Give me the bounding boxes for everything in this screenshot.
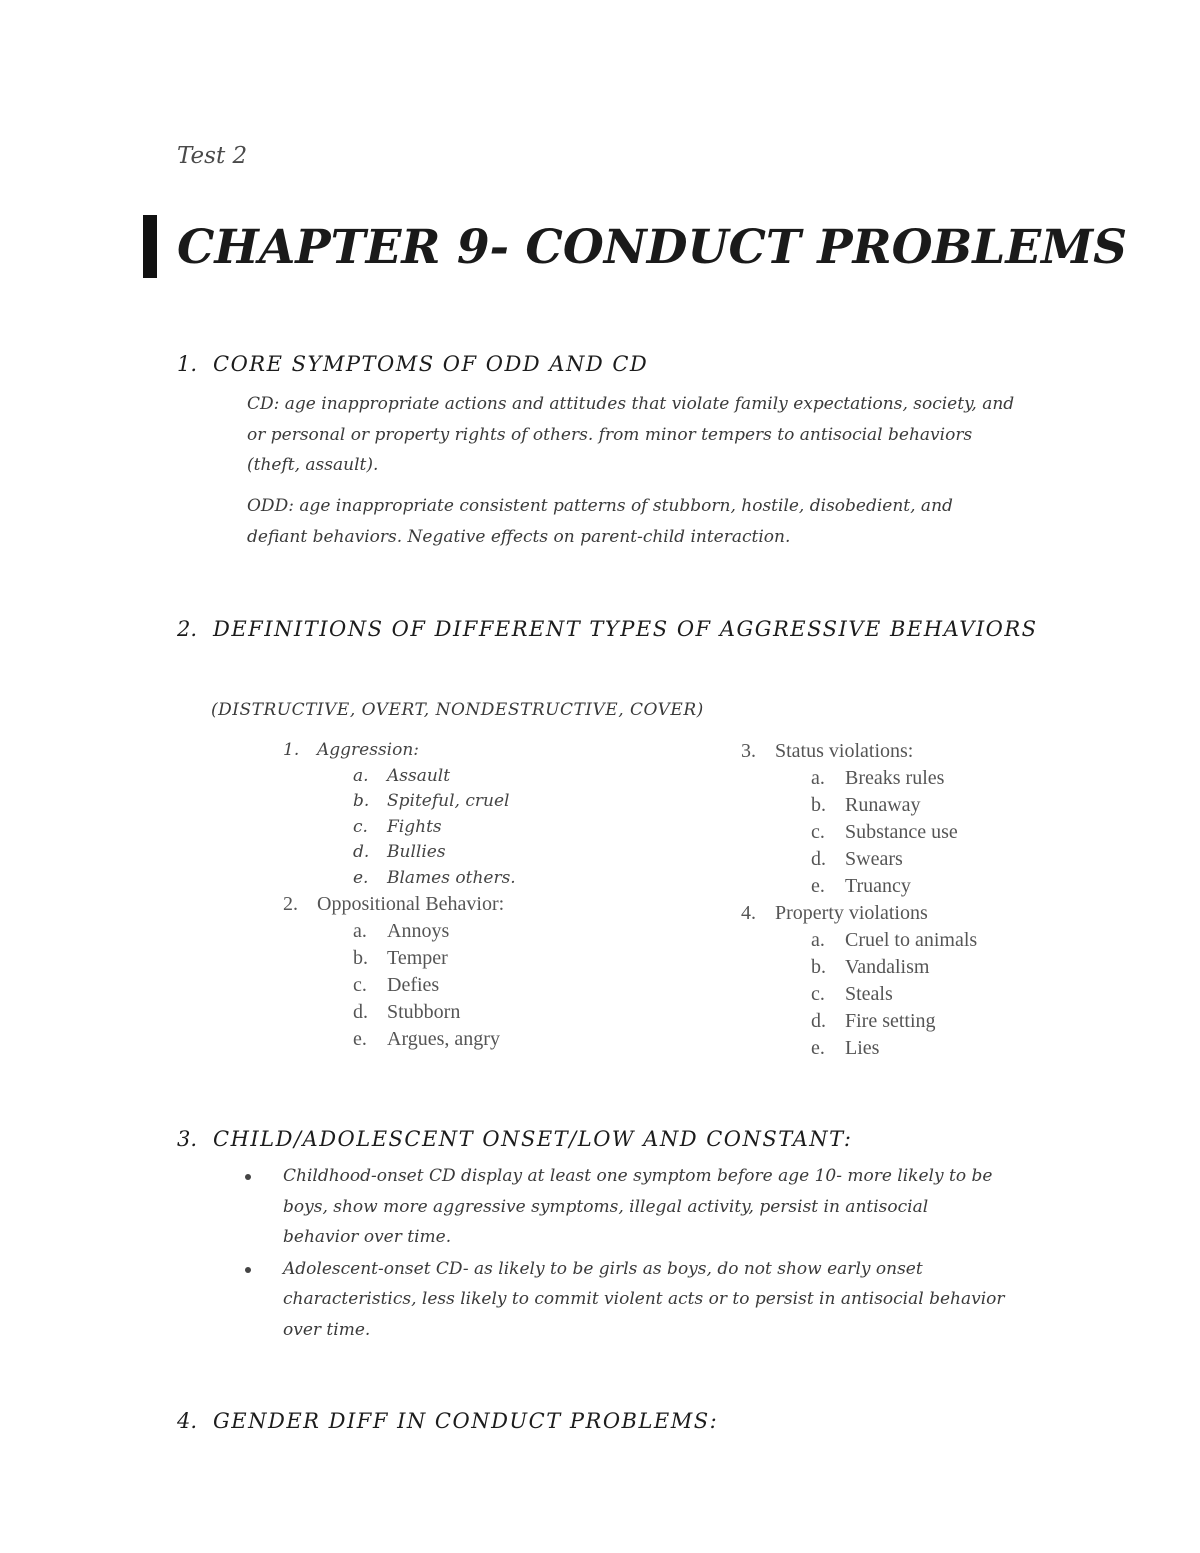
chapter-title: CHAPTER 9- CONDUCT PROBLEMS xyxy=(177,220,1128,275)
list-item: a. Breaks rules xyxy=(811,767,945,789)
section-title: GENDER DIFF IN CONDUCT PROBLEMS: xyxy=(213,1409,719,1433)
list-item: b. Vandalism xyxy=(811,956,930,978)
property-violations-group xyxy=(741,900,977,1062)
document-header: Test 2 xyxy=(177,143,248,169)
list-item: 4. Property violations xyxy=(741,902,928,924)
list-item: e. Argues, angry xyxy=(353,1028,500,1050)
list-item: d. Swears xyxy=(811,848,903,870)
section-3-heading xyxy=(177,1127,853,1151)
list-item: 1. Aggression: xyxy=(283,740,420,760)
section-number: 4. xyxy=(177,1409,198,1433)
section-number: 2. xyxy=(177,617,198,641)
right-list-column xyxy=(741,738,977,1062)
section-1-heading xyxy=(177,352,648,376)
list-item: c. Fights xyxy=(353,816,442,837)
list-item: a. Annoys xyxy=(353,920,450,942)
cd-definition: CD: age inappropriate actions and attitudes that violate family expectations, society, and or personal or property rights of others. from minor tempers to antisocial behaviors (theft, assault). xyxy=(247,394,1015,475)
list-item: e. Truancy xyxy=(811,875,911,897)
section-title: CHILD/ADOLESCENT ONSET/LOW AND CONSTANT: xyxy=(213,1127,853,1151)
list-item: b. Runaway xyxy=(811,794,921,816)
section-number: 3. xyxy=(177,1127,198,1151)
title-accent-bar xyxy=(143,215,157,278)
list-item: b. Spiteful, cruel xyxy=(353,791,510,811)
bullet-icon xyxy=(245,1267,251,1273)
section-4-heading xyxy=(177,1409,718,1433)
status-violations-group xyxy=(741,738,977,900)
list-item: a. Assault xyxy=(353,765,451,786)
list-item: d. Fire setting xyxy=(811,1010,936,1032)
onset-bullet-list xyxy=(245,1161,1005,1346)
left-list-column xyxy=(283,738,516,1053)
list-item: c. Defies xyxy=(353,974,440,996)
list-item: 3. Status violations: xyxy=(741,740,914,762)
list-item: Childhood-onset CD display at least one symptom before age 10- more likely to be boys, show more aggressive symptoms, illegal activity, persist in antisocial behavior over time. xyxy=(245,1161,1005,1253)
behavior-dimensions: (DISTRUCTIVE, OVERT, NONDESTRUCTIVE, COVER) xyxy=(211,700,704,720)
section-number: 1. xyxy=(177,352,198,376)
bullet-icon xyxy=(245,1174,251,1180)
list-item: d. Bullies xyxy=(353,842,446,862)
aggression-group xyxy=(283,738,516,891)
list-item: 2. Oppositional Behavior: xyxy=(283,893,505,915)
list-item: b. Temper xyxy=(353,947,448,969)
list-item: d. Stubborn xyxy=(353,1001,461,1023)
list-item: e. Blames others. xyxy=(353,867,516,888)
section-title: CORE SYMPTOMS OF ODD AND CD xyxy=(213,352,649,376)
list-item: e. Lies xyxy=(811,1037,880,1059)
list-item: c. Substance use xyxy=(811,821,958,843)
list-item: Adolescent-onset CD- as likely to be girls as boys, do not show early onset characteristics, less likely to commit violent acts or to persist in antisocial behavior over time. xyxy=(245,1254,1005,1346)
oppositional-group xyxy=(283,891,516,1053)
section-2-heading xyxy=(177,617,1038,641)
section-title: DEFINITIONS OF DIFFERENT TYPES OF AGGRESSIVE BEHAVIORS xyxy=(213,617,1038,641)
list-item: a. Cruel to animals xyxy=(811,929,978,951)
odd-definition: ODD: age inappropriate consistent patterns of stubborn, hostile, disobedient, and defiant behaviors. Negative effects on parent-child interaction. xyxy=(247,496,953,547)
list-item: c. Steals xyxy=(811,983,893,1005)
